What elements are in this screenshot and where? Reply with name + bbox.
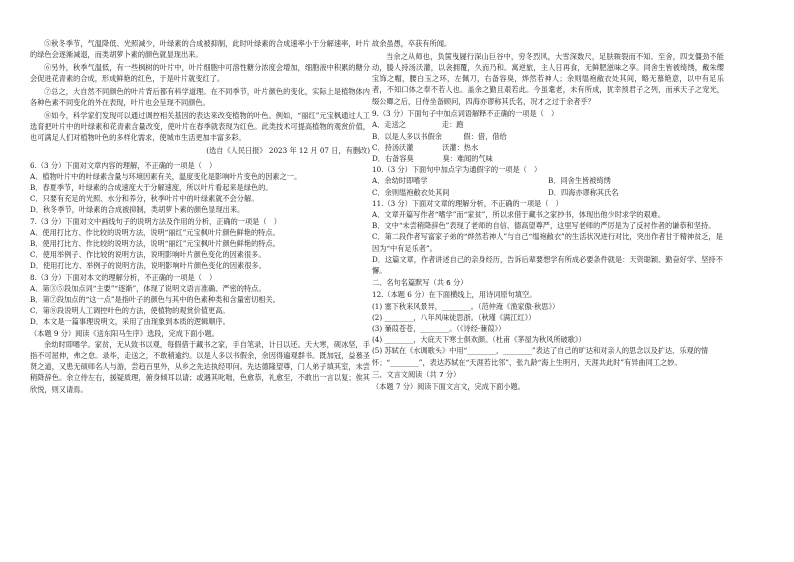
q7-option-d: D．使用打比方、举例子的说明方法，说明影响叶片颜色变化的因素很多。 (30, 261, 266, 271)
question-10: 10.（3 分）下面句中加点字为通假字的一项是（ ） (372, 165, 542, 175)
q8-option-b: B．第⑦段加点的“这一点”是指叶子的颜色与其中的色素种类和含量密切相关。 (30, 294, 280, 304)
fill-2: (2) ________，八年风味徒思浙。（秋瑾《满江红》） (372, 312, 536, 322)
q9-option-b: B．以是人多以书假余 假：借，借给 (372, 131, 507, 141)
q10-option-d: D．四海亦谬称其氏名 (548, 187, 619, 197)
question-8: 8.（3 分）下面对本文的理解分析，不正确的一项是（ ） (30, 272, 217, 282)
q10-option-b: B．同舍生皆被绮绣 (548, 176, 611, 186)
q10-options-row-2 (372, 187, 724, 198)
question-6: 6.（3 分）下面对文章内容的理解，不正确的一项是（ ） (30, 160, 217, 170)
q7-option-b: B．使用打比方、作比较的说明方法，说明“丽红”元宝枫叶片颜色鲜艳的特点。 (30, 238, 280, 248)
q9-option-a: A．走送之 走：跑 (372, 120, 464, 130)
q6-option-d: D．秋冬季节，叶绿素的合成被抑制，类胡萝卜素的颜色显现出来。 (30, 205, 245, 215)
q8-option-a: A．第③⑤段加点词“主要”“逐渐”，体现了说明文语言准确、严密的特点。 (30, 283, 266, 293)
passage-continued: 故余虽愚，卒获有所闻。 (372, 39, 452, 48)
source-line: (选自《人民日报》 2023 年 12 月 07 日，有删改) (206, 146, 370, 156)
section-2-heading: 二、名句名篇默写（共 6 分） (372, 278, 468, 288)
q9-option-d: D．右备容臭 臭：难闻的气味 (372, 154, 493, 164)
left-column (30, 38, 370, 396)
question-13-intro: （本题 7 分）阅读下面文言文，完成下面小题。 (372, 382, 525, 392)
q9-option-c: C．持汤沃灌 沃灌：热水 (372, 142, 479, 152)
fill-4: (4) ________，大庇天下寒士俱欢颜。（杜甫《茅屋为秋风所破歌》） (372, 335, 586, 345)
question-11: 11.（3 分）下面对文章的理解分析，不正确的一项是（ ） (372, 198, 563, 208)
fill-3: (3) 蒹葭苍苍，________。（《诗经·蒹葭》） (372, 324, 506, 334)
fill-1: (1) 塞下秋来风景异，________。（范仲淹《渔家傲·秋思》） (372, 301, 560, 311)
para-6: ⑥另外，秋季气温低，有一些枫树的叶片中，叶片细胞中可溶性糖分浓度会增加，细胞液中积累的糖分会促进花青素的合成，形成鲜艳的红色，于是叶片就变红了。 (30, 62, 370, 84)
fill-5: (5) 苏轼在《水调歌头》中用“________，________”表达了自己的旷达和对亲人的思念以及扩达、乐观的情怀；“________”，表达苏轼在“天涯若比邻”、张九龄“海上生明月，天涯共此时”有异曲同工之妙。 (372, 346, 709, 367)
q6-option-b: B．春夏季节，叶绿素的合成速度大于分解速度，所以叶片看起来是绿色的。 (30, 182, 273, 192)
q7-option-a: A．使用打比方、作比较的说明方法，说明“丽红”元宝枫叶片颜色鲜艳的特点。 (30, 227, 280, 237)
passage-text-2: 当余之从师也，负箧曳屣行深山巨谷中，穷冬烈风，大雪深数尺，足肤皲裂而不知。至舍，四支僵劲不能动，媵人持汤沃灌，以衾拥覆，久而乃和。寓逆旅，主人日再食，无鲜肥滋味之享。同舍生皆被绮绣，戴朱缨宝饰之帽，腰白玉之环，左佩刀，右备容臭，烨然若神人；余则缊袍敝衣处其间，略无慕艳意，以中有足乐者，不知口体之奉不若人也。盖余之勤且艰若此。今虽耄老，未有所成，犹幸预君子之列，而承天子之宠光，缀公卿之后，日侍坐备顾问，四海亦谬称其氏名，况才之过于余者乎？ (372, 51, 724, 106)
q11-option-b: B．文中“未尝稍降辞色”表现了老师的自信、德高望尊严，这里写老师的严厉是为了反衬作者的谦恭和坚持。 (372, 221, 716, 231)
para-5: ⑤秋冬季节，气温降低、光照减少，叶绿素的合成被抑制，此时叶绿素的合成速率小于分解速率，叶片的绿色会逐渐减退，而类胡萝卜素的颜色就显现出来。 (30, 39, 370, 60)
q6-option-c: C．只要有充足的光照、水分和养分，秋季叶片中的叶绿素就不会分解。 (30, 194, 259, 204)
question-9: 9.（3 分）下面句子中加点词语解释不正确的一项是（ ） (372, 109, 559, 119)
q11-option-d: D．这篇文章，作者讲述自己的亲身经历，告诉后辈要想学有所成必要条件就是：天资聪颖、勤奋好学、坚持不懈。 (372, 254, 723, 276)
q11-option-c: C．第二段作者写富家子弟的“烨然若神人”与自己“缊袍敝衣”的生活状况进行对比，突出作者甘于精神贫乏，是因为“中有足乐者”。 (372, 232, 723, 253)
q10-option-c: C．余则缊袍敝衣处其间 (372, 187, 450, 197)
right-column (372, 38, 724, 392)
question-12: 12.（本题 6 分）在下面横线上，用诗词原句填空。 (372, 290, 537, 300)
passage-text: 余幼时即嗜学。家贫，无从致书以观，每假借于藏书之家，手自笔录，计日以还。天大寒，砚冰坚，手指不可屈伸，弗之怠。录毕，走送之，不敢稍逾约。以是人多以书假余，余因得遍观群书。既加冠，益慕圣贤之道，又患无硕师名人与游，尝趋百里外，从乡之先达执经叩问。先达德隆望尊，门人弟子填其室，未尝稍降辞色。余立侍左右，援疑质理，俯身倾耳以请；或遇其叱咄，色愈恭，礼愈至，不敢出一言以复；俟其欣悦，则又请焉。 (30, 339, 370, 394)
q10-option-a: A．余幼时即嗜学 (372, 176, 428, 186)
section-3-heading: 三、文言文阅读（共 7 分） (372, 369, 461, 379)
q7-option-c: C．使用举例子、作比较的说明方法，说明影响叶片颜色变化的因素很多。 (30, 250, 266, 260)
para-8: ⑧如今，科学家们发现可以通过调控相关基因的表达来改变植物的叶色。例如，“丽红”元宝枫通过人工选育把叶片中的叶绿素和花青素含量改变，使叶片在春季就表现为红色。此类技术可提高植物的观赏价值，也可满足人们对植物叶色的多样化需求，使城市生活更加丰富多彩。 (30, 110, 370, 143)
question-7: 7.（3 分）下面对文中画线句子的说明方法及作用的分析，正确的一项是（ ） (30, 216, 281, 226)
para-7: ⑦总之，大自然不同颜色的叶片背后都有科学道理。在不同季节，叶片颜色的变化，实际上是植物体内各种色素不同变化的外在表现，叶片也会呈现不同颜色。 (30, 86, 370, 108)
q11-option-a: A．文章开篇写作者“嗜学”而“家贫”，所以求借于藏书之家抄书，体现出他少时求学的艰难。 (372, 210, 666, 220)
q8-option-d: D．本文是一篇事理说明文，采用了由现象到本质的逻辑顺序。 (30, 317, 230, 327)
q6-option-a: A．植物叶片中的叶绿素含量与环境因素有关，温度变化是影响叶片变色的因素之一。 (30, 171, 302, 181)
q10-options-row-1 (372, 175, 724, 186)
q8-option-c: C．第⑧段说明人工调控叶色的方法，使植物的观赏价值更高。 (30, 306, 230, 316)
passage-intro: （本题 9 分）阅读《送东阳马生序》选段，完成下面小题。 (30, 328, 219, 338)
